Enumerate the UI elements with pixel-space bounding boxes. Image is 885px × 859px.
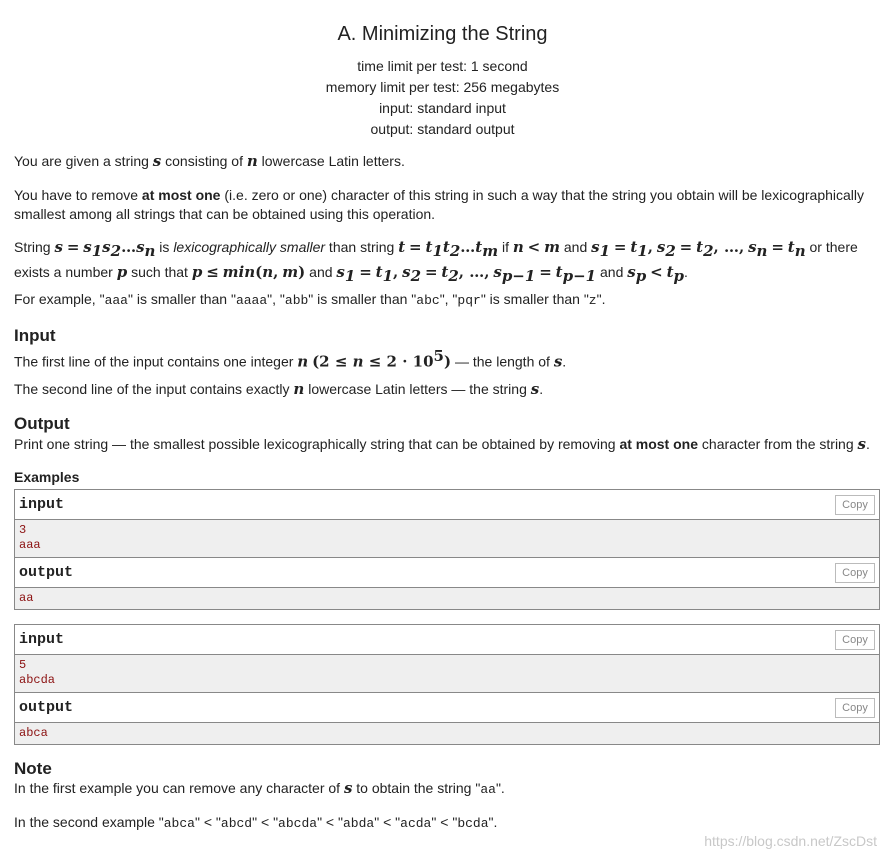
statement-paragraph-2: You have to remove at most one (i.e. zero or one) character of this string in such a way that the string you obtain will be lexicographically smallest among all strings that can be obtained using this operation. <box>14 187 865 222</box>
note-heading: Note <box>14 759 52 778</box>
examples-heading: Examples <box>14 469 80 485</box>
input-paragraph-2: The second line of the input contains exactly n lowercase Latin letters — the string s. <box>14 380 544 398</box>
example-2 <box>14 624 880 745</box>
input-label: input <box>19 631 65 648</box>
example-2-output-line: abca <box>19 726 48 740</box>
problem-title: A. Minimizing the String <box>337 23 548 45</box>
note-paragraph-2: In the second example "abca" < "abcd" < "abcda" < "abda" < "acda" < "bcda". <box>14 814 498 831</box>
example-2-output-data <box>15 723 879 744</box>
input-spec: input: standard input <box>379 100 506 116</box>
example-2-input-data <box>15 655 879 693</box>
input-paragraph-1: The first line of the input contains one integer n $(2 \le n \le 2 \cdot 10^5)$ — the length of s. <box>14 347 567 371</box>
copy-button[interactable]: Copy <box>835 630 875 650</box>
output-label: output <box>19 699 74 716</box>
output-heading: Output <box>14 414 70 433</box>
memory-limit: memory limit per test: 256 megabytes <box>325 79 560 95</box>
copy-button[interactable]: Copy <box>835 495 875 515</box>
statement-paragraph-3: String $s = s_1s_2\dots s_n$ is lexicographically smaller than string $t = t_1t_2\dots t_m$ if n < m and $s_1 = t_1$, $s_2 = t_2$, …, $s_n = t_n$ or there exists a number p such that p ≤ min(n, m) and $s_1 = t_1$, $s_2 = t_2$, …, $s_{p-1} = t_{p-1}$ and $s_p < t_p$. <box>14 238 858 285</box>
example-1-input-line: 3 <box>19 523 27 537</box>
example-1-input-line: aaa <box>19 538 41 552</box>
output-label: output <box>19 564 74 581</box>
example-2-input-line: 5 <box>19 658 27 672</box>
example-2-input-header <box>15 625 879 655</box>
watermark: https://blog.csdn.net/ZscDst <box>704 833 877 849</box>
example-1-input-header <box>15 490 879 520</box>
copy-button[interactable]: Copy <box>835 563 875 583</box>
example-2-input-line: abcda <box>19 673 56 687</box>
output-paragraph-1: Print one string — the smallest possible lexicographically string that can be obtained by removing at most one character from the string s. <box>14 435 870 453</box>
statement-paragraph-4: For example, "aaa" is smaller than "aaaa", "abb" is smaller than "abc", "pqr" is smaller than "z". <box>14 291 606 308</box>
example-1-input-data <box>15 520 879 558</box>
copy-button[interactable]: Copy <box>835 698 875 718</box>
example-1-output-line: aa <box>19 591 34 605</box>
note-paragraph-1: In the first example you can remove any character of s to obtain the string "aa". <box>14 779 505 797</box>
example-1 <box>14 489 880 610</box>
output-spec: output: standard output <box>370 121 515 137</box>
input-heading: Input <box>14 326 56 345</box>
example-1-output-data <box>15 588 879 609</box>
statement-paragraph-1: You are given a string s consisting of n lowercase Latin letters. <box>14 152 405 170</box>
example-1-output-header <box>15 558 879 588</box>
time-limit: time limit per test: 1 second <box>357 58 528 74</box>
input-label: input <box>19 496 65 513</box>
example-2-output-header <box>15 693 879 723</box>
problem-header <box>0 0 885 140</box>
